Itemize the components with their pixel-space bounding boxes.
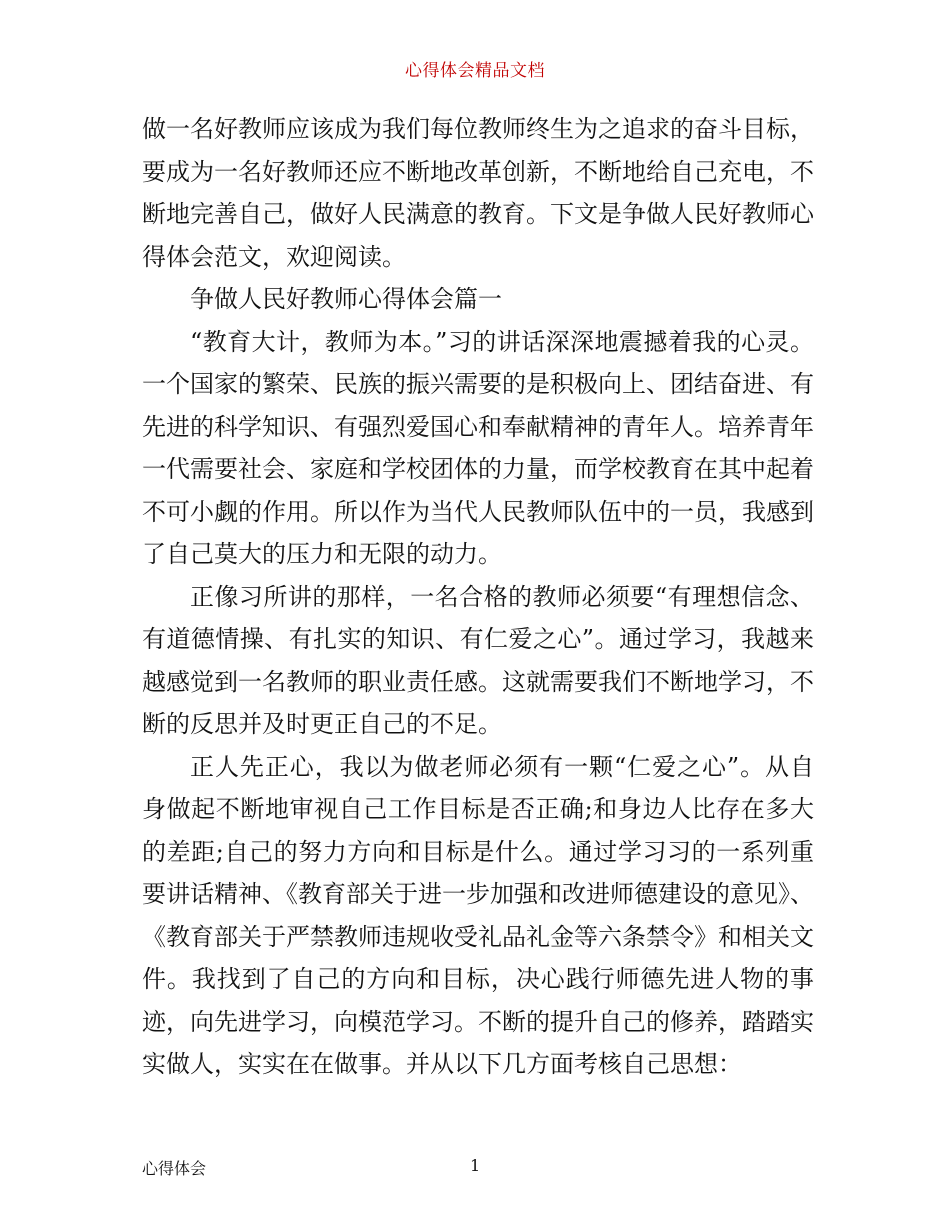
intro-paragraph: 做一名好教师应该成为我们每位教师终生为之追求的奋斗目标，要成为一名好教师还应不断地改革创新，不断地给自己充电，不断地完善自己，做好人民满意的教育。下文是争做人民好教师心得体会范文，欢迎阅读。	[142, 115, 814, 271]
body-paragraph: 正人先正心，我以为做老师必须有一颗“仁爱之心”。从自身做起不断地审视自己工作目标是否正确;和身边人比存在多大的差距;自己的努力方向和目标是什么。通过学习习的一系列重要讲话精神、《教育部关于进一步加强和改进师德建设的意见》、《教育部关于严禁教师违规收受礼品礼金等六条禁令》和相关文件。我找到了自己的方向和目标，决心践行师德先进人物的事迹，向先进学习，向模范学习。不断的提升自己的修养，踏踏实实做人，实实在在做事。并从以下几方面考核自己思想：	[142, 752, 814, 1078]
page-number: 1	[470, 1156, 481, 1175]
footer-label: 心得体会	[142, 1159, 207, 1178]
body-paragraph: 正像习所讲的那样，一名合格的教师必须要“有理想信念、有道德情操、有扎实的知识、有仁爱之心”。通过学习，我越来越感觉到一名教师的职业责任感。这就需要我们不断地学习，不断的反思并及时更正自己的不足。	[142, 582, 814, 738]
section-title: 争做人民好教师心得体会篇一	[190, 285, 502, 313]
body-paragraph: “教育大计，教师为本。”习的讲话深深地震撼着我的心灵。一个国家的繁荣、民族的振兴需要的是积极向上、团结奋进、有先进的科学知识、有强烈爱国心和奉献精神的青年人。培养青年一代需要社会、家庭和学校团体的力量，而学校教育在其中起着不可小觑的作用。所以作为当代人民教师队伍中的一员，我感到了自己莫大的压力和无限的动力。	[142, 327, 814, 568]
document-header-title: 心得体会精品文档	[405, 61, 545, 81]
document-body	[142, 108, 814, 1086]
